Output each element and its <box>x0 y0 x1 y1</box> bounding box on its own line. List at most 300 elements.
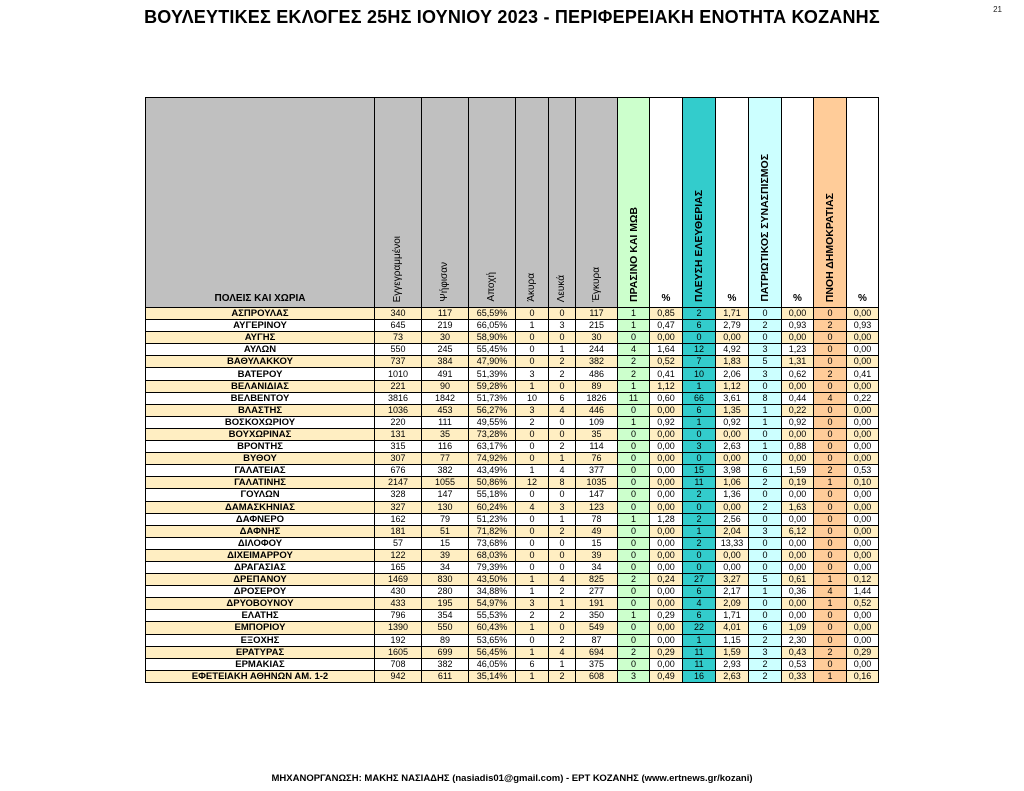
cell-blank: 0 <box>549 380 576 392</box>
cell-valid: 87 <box>576 634 618 646</box>
page-title: ΒΟΥΛΕΥΤΙΚΕΣ ΕΚΛΟΓΕΣ 25ΗΣ ΙΟΥΝΙΟΥ 2023 - ΠΕΡΙΦΕΡΕΙΑΚΗ ΕΝΟΤΗΤΑ ΚΟΖΑΝΗΣ <box>144 7 880 27</box>
cell-abstention: 68,03% <box>469 549 516 561</box>
cell-voted: 35 <box>422 428 469 440</box>
cell-party2-votes: 6 <box>683 610 716 622</box>
cell-party1-votes: 0 <box>618 658 650 670</box>
cell-place: ΒΛΑΣΤΗΣ <box>146 404 375 416</box>
cell-registered: 550 <box>375 344 422 356</box>
cell-party2-votes: 6 <box>683 586 716 598</box>
cell-invalid: 3 <box>516 598 549 610</box>
cell-party1-votes: 0 <box>618 622 650 634</box>
cell-abstention: 47,90% <box>469 356 516 368</box>
cell-party1-votes: 11 <box>618 392 650 404</box>
cell-party3-pct: 0,44 <box>782 392 814 404</box>
cell-party4-pct: 0,00 <box>847 537 879 549</box>
cell-valid: 446 <box>576 404 618 416</box>
table-row <box>146 344 879 356</box>
cell-invalid: 0 <box>516 537 549 549</box>
cell-place: ΔΡΟΣΕΡΟΥ <box>146 586 375 598</box>
cell-party3-pct: 0,88 <box>782 441 814 453</box>
cell-party1-pct: 0,00 <box>650 332 683 344</box>
cell-party2-votes: 16 <box>683 670 716 682</box>
col-header-registered: Εγγεγραμμένοι <box>375 98 422 308</box>
cell-registered: 433 <box>375 598 422 610</box>
col-header-voted: Ψήφισαν <box>422 98 469 308</box>
cell-party4-pct: 0,00 <box>847 428 879 440</box>
cell-party1-pct: 0,24 <box>650 574 683 586</box>
cell-party2-pct: 2,63 <box>716 670 749 682</box>
cell-abstention: 51,73% <box>469 392 516 404</box>
cell-voted: 90 <box>422 380 469 392</box>
cell-place: ΔΙΧΕΙΜΑΡΡΟΥ <box>146 549 375 561</box>
cell-party3-pct: 0,43 <box>782 646 814 658</box>
cell-party3-votes: 0 <box>749 549 782 561</box>
cell-party3-votes: 2 <box>749 634 782 646</box>
cell-party2-votes: 10 <box>683 368 716 380</box>
cell-abstention: 54,97% <box>469 598 516 610</box>
cell-abstention: 60,43% <box>469 622 516 634</box>
cell-party3-pct: 0,00 <box>782 332 814 344</box>
cell-party3-votes: 0 <box>749 537 782 549</box>
cell-party3-votes: 3 <box>749 525 782 537</box>
cell-party4-votes: 0 <box>814 416 847 428</box>
cell-party2-votes: 3 <box>683 441 716 453</box>
cell-party2-pct: 2,09 <box>716 598 749 610</box>
cell-party3-pct: 1,09 <box>782 622 814 634</box>
cell-valid: 117 <box>576 308 618 320</box>
cell-voted: 382 <box>422 658 469 670</box>
cell-voted: 15 <box>422 537 469 549</box>
cell-party3-votes: 0 <box>749 610 782 622</box>
cell-place: ΒΟΥΧΩΡΙΝΑΣ <box>146 428 375 440</box>
cell-place: ΒΟΣΚΟΧΩΡΙΟΥ <box>146 416 375 428</box>
cell-party2-votes: 0 <box>683 453 716 465</box>
cell-party2-votes: 0 <box>683 501 716 513</box>
cell-party1-pct: 0,85 <box>650 308 683 320</box>
cell-party4-pct: 0,00 <box>847 525 879 537</box>
cell-registered: 708 <box>375 658 422 670</box>
cell-invalid: 1 <box>516 380 549 392</box>
cell-invalid: 1 <box>516 574 549 586</box>
cell-registered: 645 <box>375 320 422 332</box>
cell-place: ΔΙΛΟΦΟΥ <box>146 537 375 549</box>
cell-party2-pct: 4,01 <box>716 622 749 634</box>
cell-registered: 796 <box>375 610 422 622</box>
cell-blank: 2 <box>549 610 576 622</box>
cell-valid: 1826 <box>576 392 618 404</box>
cell-party4-votes: 0 <box>814 622 847 634</box>
table-row <box>146 320 879 332</box>
cell-voted: 39 <box>422 549 469 561</box>
cell-place: ΔΡΥΟΒΟΥΝΟΥ <box>146 598 375 610</box>
cell-party2-votes: 2 <box>683 537 716 549</box>
cell-party4-votes: 2 <box>814 320 847 332</box>
cell-voted: 1842 <box>422 392 469 404</box>
cell-party4-pct: 0,00 <box>847 501 879 513</box>
cell-abstention: 74,92% <box>469 453 516 465</box>
table-row <box>146 622 879 634</box>
cell-registered: 1010 <box>375 368 422 380</box>
cell-party3-votes: 0 <box>749 428 782 440</box>
cell-registered: 676 <box>375 465 422 477</box>
cell-party2-votes: 22 <box>683 622 716 634</box>
table-row <box>146 404 879 416</box>
cell-place: ΔΑΜΑΣΚΗΝΙΑΣ <box>146 501 375 513</box>
table-row <box>146 428 879 440</box>
cell-party1-pct: 1,64 <box>650 344 683 356</box>
page-number: 21 <box>993 5 1002 14</box>
cell-place: ΒΕΛΑΝΙΔΙΑΣ <box>146 380 375 392</box>
cell-party2-votes: 11 <box>683 646 716 658</box>
cell-party4-votes: 0 <box>814 610 847 622</box>
cell-party2-pct: 0,92 <box>716 416 749 428</box>
table-row <box>146 441 879 453</box>
cell-invalid: 1 <box>516 646 549 658</box>
cell-place: ΑΥΓΗΣ <box>146 332 375 344</box>
cell-valid: 191 <box>576 598 618 610</box>
cell-party1-votes: 0 <box>618 549 650 561</box>
cell-valid: 694 <box>576 646 618 658</box>
cell-voted: 147 <box>422 489 469 501</box>
cell-party3-votes: 3 <box>749 344 782 356</box>
col-header-blank: Λευκά <box>549 98 576 308</box>
cell-party2-votes: 0 <box>683 332 716 344</box>
cell-place: ΑΥΛΩΝ <box>146 344 375 356</box>
table-body <box>146 308 879 683</box>
cell-party1-pct: 0,92 <box>650 416 683 428</box>
cell-abstention: 63,17% <box>469 441 516 453</box>
cell-party1-votes: 1 <box>618 610 650 622</box>
cell-party3-pct: 0,33 <box>782 670 814 682</box>
cell-party2-votes: 6 <box>683 404 716 416</box>
cell-party3-pct: 0,22 <box>782 404 814 416</box>
cell-voted: 219 <box>422 320 469 332</box>
cell-party1-pct: 0,29 <box>650 610 683 622</box>
header-row <box>146 98 879 308</box>
cell-party3-votes: 1 <box>749 586 782 598</box>
cell-voted: 280 <box>422 586 469 598</box>
cell-registered: 122 <box>375 549 422 561</box>
cell-place: ΔΑΦΝΗΣ <box>146 525 375 537</box>
cell-party2-votes: 1 <box>683 525 716 537</box>
cell-place: ΕΦΕΤΕΙΑΚΗ ΑΘΗΝΩΝ ΑΜ. 1-2 <box>146 670 375 682</box>
cell-voted: 77 <box>422 453 469 465</box>
cell-party1-pct: 0,00 <box>650 525 683 537</box>
cell-party3-votes: 3 <box>749 368 782 380</box>
cell-place: ΓΑΛΑΤΙΝΗΣ <box>146 477 375 489</box>
cell-party4-pct: 0,00 <box>847 344 879 356</box>
cell-blank: 3 <box>549 501 576 513</box>
cell-party2-votes: 2 <box>683 489 716 501</box>
cell-abstention: 60,24% <box>469 501 516 513</box>
cell-abstention: 35,14% <box>469 670 516 682</box>
cell-party4-votes: 0 <box>814 344 847 356</box>
cell-invalid: 0 <box>516 308 549 320</box>
cell-place: ΕΡΑΤΥΡΑΣ <box>146 646 375 658</box>
cell-party4-pct: 0,41 <box>847 368 879 380</box>
cell-place: ΒΥΘΟΥ <box>146 453 375 465</box>
cell-party1-pct: 0,52 <box>650 356 683 368</box>
cell-invalid: 1 <box>516 586 549 598</box>
cell-party1-pct: 1,12 <box>650 380 683 392</box>
cell-abstention: 59,28% <box>469 380 516 392</box>
cell-party4-pct: 0,16 <box>847 670 879 682</box>
cell-blank: 2 <box>549 586 576 598</box>
table-row <box>146 537 879 549</box>
table-row <box>146 416 879 428</box>
table-row <box>146 477 879 489</box>
cell-party2-votes: 27 <box>683 574 716 586</box>
cell-invalid: 2 <box>516 416 549 428</box>
cell-party3-pct: 0,92 <box>782 416 814 428</box>
table-row <box>146 332 879 344</box>
table-row <box>146 525 879 537</box>
cell-invalid: 1 <box>516 670 549 682</box>
cell-party4-votes: 0 <box>814 404 847 416</box>
cell-party2-pct: 0,00 <box>716 501 749 513</box>
cell-party1-pct: 0,00 <box>650 658 683 670</box>
cell-blank: 0 <box>549 537 576 549</box>
cell-blank: 2 <box>549 525 576 537</box>
table-row <box>146 453 879 465</box>
cell-blank: 4 <box>549 404 576 416</box>
table-row <box>146 308 879 320</box>
cell-party1-votes: 0 <box>618 537 650 549</box>
cell-abstention: 50,86% <box>469 477 516 489</box>
table-row <box>146 586 879 598</box>
cell-party3-votes: 0 <box>749 332 782 344</box>
cell-blank: 4 <box>549 646 576 658</box>
cell-valid: 49 <box>576 525 618 537</box>
cell-party1-votes: 0 <box>618 489 650 501</box>
table-row <box>146 561 879 573</box>
cell-party2-pct: 2,63 <box>716 441 749 453</box>
cell-party3-votes: 2 <box>749 670 782 682</box>
cell-party1-pct: 0,29 <box>650 646 683 658</box>
cell-blank: 4 <box>549 465 576 477</box>
cell-registered: 340 <box>375 308 422 320</box>
cell-party2-votes: 66 <box>683 392 716 404</box>
cell-blank: 2 <box>549 356 576 368</box>
cell-party4-pct: 0,53 <box>847 465 879 477</box>
table-row <box>146 368 879 380</box>
cell-party2-votes: 1 <box>683 634 716 646</box>
cell-party1-pct: 0,00 <box>650 586 683 598</box>
cell-party2-pct: 3,98 <box>716 465 749 477</box>
cell-abstention: 58,90% <box>469 332 516 344</box>
cell-party3-votes: 0 <box>749 453 782 465</box>
cell-blank: 4 <box>549 574 576 586</box>
cell-place: ΔΑΦΝΕΡΟ <box>146 513 375 525</box>
col-header-party2-pct: % <box>716 98 749 308</box>
cell-party4-votes: 0 <box>814 428 847 440</box>
cell-voted: 79 <box>422 513 469 525</box>
cell-party3-votes: 6 <box>749 622 782 634</box>
cell-place: ΒΑΤΕΡΟΥ <box>146 368 375 380</box>
cell-party4-pct: 0,00 <box>847 610 879 622</box>
cell-party3-votes: 1 <box>749 404 782 416</box>
cell-registered: 2147 <box>375 477 422 489</box>
cell-registered: 1036 <box>375 404 422 416</box>
cell-abstention: 43,50% <box>469 574 516 586</box>
cell-party4-pct: 0,00 <box>847 561 879 573</box>
cell-party1-pct: 0,47 <box>650 320 683 332</box>
cell-voted: 89 <box>422 634 469 646</box>
cell-party4-votes: 0 <box>814 441 847 453</box>
cell-party4-votes: 1 <box>814 598 847 610</box>
cell-invalid: 1 <box>516 320 549 332</box>
cell-party1-pct: 0,00 <box>650 537 683 549</box>
cell-registered: 307 <box>375 453 422 465</box>
table-row <box>146 501 879 513</box>
cell-party4-votes: 0 <box>814 513 847 525</box>
cell-party2-pct: 4,92 <box>716 344 749 356</box>
cell-party4-pct: 0,00 <box>847 489 879 501</box>
cell-place: ΕΛΑΤΗΣ <box>146 610 375 622</box>
cell-party4-votes: 0 <box>814 658 847 670</box>
cell-party4-pct: 0,12 <box>847 574 879 586</box>
cell-blank: 2 <box>549 670 576 682</box>
cell-party2-pct: 0,00 <box>716 453 749 465</box>
cell-party3-pct: 0,00 <box>782 537 814 549</box>
cell-abstention: 79,39% <box>469 561 516 573</box>
cell-party3-pct: 0,00 <box>782 428 814 440</box>
cell-place: ΓΟΥΛΩΝ <box>146 489 375 501</box>
cell-party1-votes: 2 <box>618 356 650 368</box>
cell-registered: 220 <box>375 416 422 428</box>
cell-party3-pct: 0,36 <box>782 586 814 598</box>
cell-party2-pct: 1,15 <box>716 634 749 646</box>
cell-invalid: 0 <box>516 428 549 440</box>
cell-party2-pct: 0,00 <box>716 549 749 561</box>
cell-party1-votes: 0 <box>618 453 650 465</box>
cell-blank: 1 <box>549 598 576 610</box>
cell-blank: 6 <box>549 392 576 404</box>
cell-party2-votes: 2 <box>683 513 716 525</box>
cell-abstention: 46,05% <box>469 658 516 670</box>
cell-blank: 0 <box>549 308 576 320</box>
cell-party3-votes: 1 <box>749 441 782 453</box>
col-header-abstention: Αποχή <box>469 98 516 308</box>
cell-registered: 327 <box>375 501 422 513</box>
cell-party2-pct: 2,04 <box>716 525 749 537</box>
cell-abstention: 56,27% <box>469 404 516 416</box>
cell-valid: 30 <box>576 332 618 344</box>
cell-voted: 453 <box>422 404 469 416</box>
cell-party2-pct: 1,36 <box>716 489 749 501</box>
cell-valid: 15 <box>576 537 618 549</box>
cell-place: ΒΡΟΝΤΗΣ <box>146 441 375 453</box>
cell-blank: 2 <box>549 368 576 380</box>
cell-place: ΕΞΟΧΗΣ <box>146 634 375 646</box>
cell-party1-pct: 1,28 <box>650 513 683 525</box>
cell-party1-pct: 0,00 <box>650 622 683 634</box>
cell-party2-votes: 11 <box>683 477 716 489</box>
cell-blank: 0 <box>549 428 576 440</box>
cell-party3-pct: 0,62 <box>782 368 814 380</box>
cell-abstention: 43,49% <box>469 465 516 477</box>
cell-party3-pct: 0,00 <box>782 549 814 561</box>
cell-abstention: 55,18% <box>469 489 516 501</box>
cell-blank: 1 <box>549 344 576 356</box>
cell-party4-votes: 0 <box>814 489 847 501</box>
cell-party1-pct: 0,41 <box>650 368 683 380</box>
cell-voted: 195 <box>422 598 469 610</box>
cell-party2-votes: 1 <box>683 380 716 392</box>
cell-voted: 699 <box>422 646 469 658</box>
table-row <box>146 670 879 682</box>
cell-party1-votes: 0 <box>618 598 650 610</box>
cell-invalid: 0 <box>516 332 549 344</box>
cell-party1-pct: 0,00 <box>650 453 683 465</box>
cell-registered: 73 <box>375 332 422 344</box>
cell-party2-votes: 15 <box>683 465 716 477</box>
cell-voted: 117 <box>422 308 469 320</box>
cell-party1-votes: 0 <box>618 465 650 477</box>
col-header-party3-pct: % <box>782 98 814 308</box>
cell-party3-votes: 2 <box>749 501 782 513</box>
cell-registered: 942 <box>375 670 422 682</box>
col-header-party4-pct: % <box>847 98 879 308</box>
cell-registered: 1390 <box>375 622 422 634</box>
cell-party3-votes: 0 <box>749 380 782 392</box>
cell-party4-pct: 0,00 <box>847 380 879 392</box>
cell-party3-pct: 0,00 <box>782 598 814 610</box>
cell-party4-votes: 2 <box>814 646 847 658</box>
cell-abstention: 55,45% <box>469 344 516 356</box>
cell-party4-pct: 0,00 <box>847 513 879 525</box>
col-header-party2: ΠΛΕΥΣΗ ΕΛΕΥΘΕΡΙΑΣ <box>683 98 716 308</box>
cell-party2-pct: 0,00 <box>716 428 749 440</box>
cell-invalid: 0 <box>516 549 549 561</box>
cell-party2-votes: 2 <box>683 308 716 320</box>
cell-invalid: 0 <box>516 489 549 501</box>
cell-party3-votes: 8 <box>749 392 782 404</box>
cell-party1-pct: 0,49 <box>650 670 683 682</box>
cell-valid: 109 <box>576 416 618 428</box>
cell-party4-votes: 0 <box>814 501 847 513</box>
cell-valid: 375 <box>576 658 618 670</box>
cell-party3-votes: 5 <box>749 356 782 368</box>
cell-party3-pct: 2,30 <box>782 634 814 646</box>
cell-party1-votes: 2 <box>618 646 650 658</box>
cell-invalid: 0 <box>516 634 549 646</box>
cell-party4-votes: 4 <box>814 586 847 598</box>
cell-registered: 57 <box>375 537 422 549</box>
cell-registered: 165 <box>375 561 422 573</box>
cell-party1-votes: 1 <box>618 416 650 428</box>
cell-party3-pct: 0,00 <box>782 308 814 320</box>
cell-party1-pct: 0,00 <box>650 428 683 440</box>
cell-party4-pct: 0,00 <box>847 308 879 320</box>
cell-party4-votes: 4 <box>814 392 847 404</box>
cell-party3-pct: 1,23 <box>782 344 814 356</box>
cell-abstention: 49,55% <box>469 416 516 428</box>
cell-registered: 1469 <box>375 574 422 586</box>
cell-party1-votes: 3 <box>618 670 650 682</box>
table-row <box>146 392 879 404</box>
table-row <box>146 549 879 561</box>
cell-party3-votes: 1 <box>749 416 782 428</box>
cell-abstention: 71,82% <box>469 525 516 537</box>
cell-blank: 1 <box>549 658 576 670</box>
cell-party2-pct: 13,33 <box>716 537 749 549</box>
cell-party2-pct: 2,93 <box>716 658 749 670</box>
cell-valid: 350 <box>576 610 618 622</box>
cell-valid: 39 <box>576 549 618 561</box>
cell-party3-pct: 0,19 <box>782 477 814 489</box>
cell-party1-votes: 0 <box>618 332 650 344</box>
